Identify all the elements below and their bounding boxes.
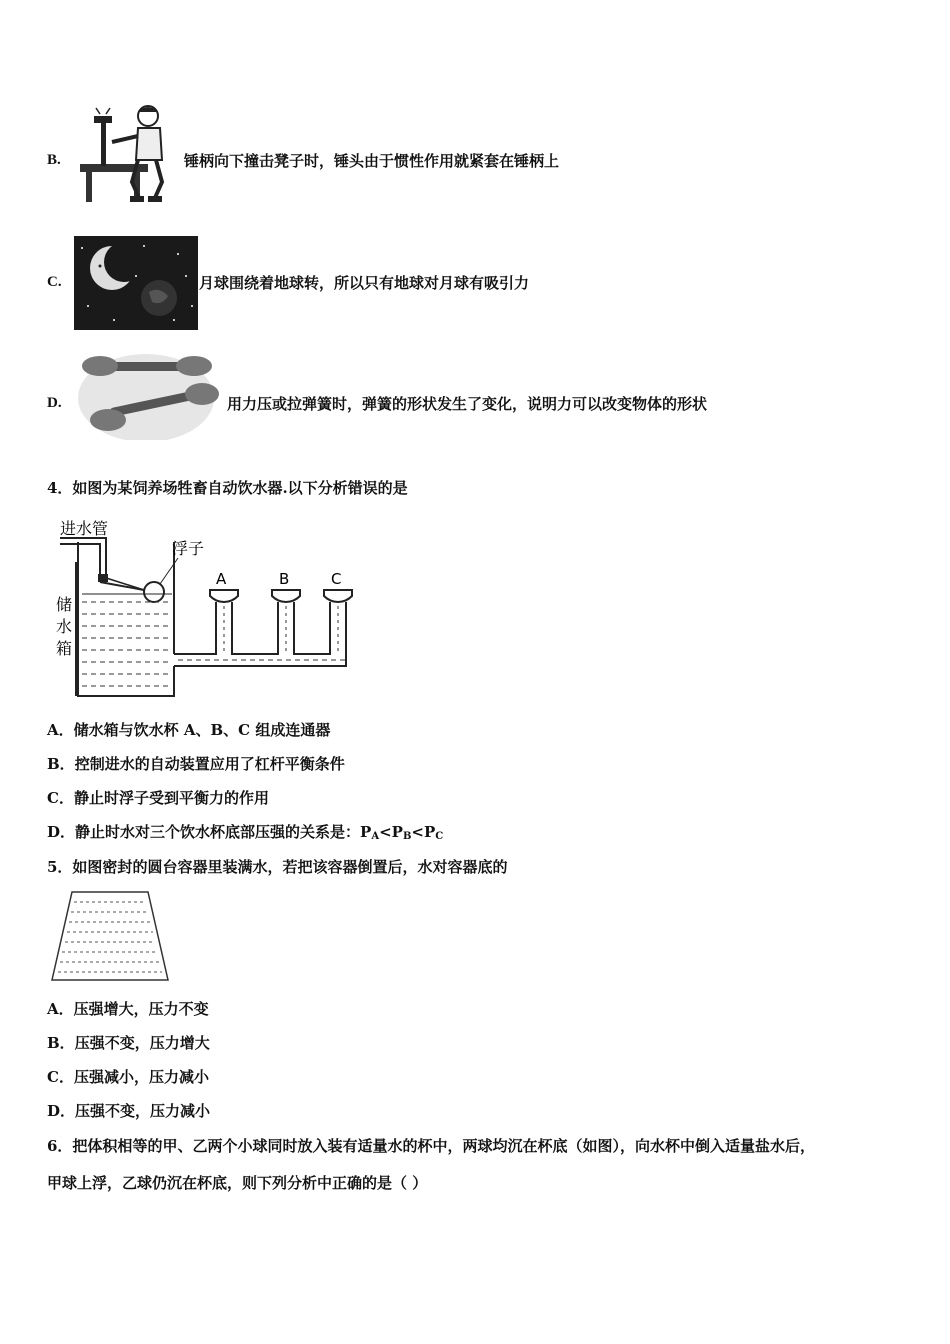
float-label: 浮子 xyxy=(172,539,205,558)
option-letter: D. xyxy=(47,395,62,411)
option-text: 月球围绕着地球转，所以只有地球对月球有吸引力 xyxy=(199,274,530,292)
option-letter: A． xyxy=(47,1000,74,1018)
q3-option-d xyxy=(0,348,950,444)
q4-stem: 4．如图为某饲养场牲畜自动饮水器.以下分析错误的是 xyxy=(47,479,408,497)
q5-option-b xyxy=(47,1033,210,1053)
q5-option-c xyxy=(47,1067,209,1087)
option-letter: B． xyxy=(47,755,75,773)
q6-line-2: 甲球上浮，乙球仍沉在杯底，则下列分析中正确的是（ ） xyxy=(47,1174,428,1192)
option-text: 锤柄向下撞击凳子时，锤头由于惯性作用就紧套在锤柄上 xyxy=(184,152,560,170)
tank-label-1: 储 xyxy=(56,595,73,614)
option-letter: B． xyxy=(47,1034,75,1052)
option-letter: C． xyxy=(47,789,74,807)
q4-option-d xyxy=(47,822,443,847)
hands-spring-photo xyxy=(76,348,224,440)
q5-option-d xyxy=(47,1101,210,1121)
option-text: 静止时水对三个饮水杯底部压强的关系是： xyxy=(75,823,361,841)
option-text: 静止时浮子受到平衡力的作用 xyxy=(73,789,269,807)
option-text: 压强不变，压力减小 xyxy=(75,1102,211,1120)
inlet-pipe-label: 进水管 xyxy=(60,520,109,538)
cup-label-a: A xyxy=(216,570,227,588)
drinking-device-figure xyxy=(48,520,360,702)
q6-line-1: 6．把体积相等的甲、乙两个小球同时放入装有适量水的杯中，两球均沉在杯底（如图），向水杯中倒入适量盐水后， xyxy=(47,1137,815,1155)
q3-option-b xyxy=(0,100,950,210)
option-text: 压强增大，压力不变 xyxy=(73,1000,209,1018)
option-letter: A． xyxy=(47,721,74,739)
option-letter: D． xyxy=(47,1102,76,1120)
option-text: 用力压或拉弹簧时，弹簧的形状发生了变化，说明力可以改变物体的形状 xyxy=(227,395,708,413)
tank-label-2: 水 xyxy=(56,617,73,636)
pressure-formula: $P_A<P_B<P_C$ xyxy=(360,823,444,842)
q5-stem: 5．如图密封的圆台容器里装满水，若把该容器倒置后，水对容器底的 xyxy=(47,858,508,876)
frustum-container-figure xyxy=(48,888,172,984)
moon-earth-photo xyxy=(74,236,198,330)
option-letter: C. xyxy=(47,274,62,290)
option-letter: D． xyxy=(47,823,76,841)
option-text: 压强减小，压力减小 xyxy=(73,1068,209,1086)
option-text: 压强不变，压力增大 xyxy=(74,1034,210,1052)
q4-option-a xyxy=(47,720,330,740)
option-letter: C． xyxy=(47,1068,74,1086)
option-letter: B. xyxy=(47,152,61,168)
q4-option-c xyxy=(47,788,269,808)
option-text: 储水箱与饮水杯 A、B、C 组成连通器 xyxy=(73,721,331,739)
q4-option-b xyxy=(47,754,345,774)
option-text: 控制进水的自动装置应用了杠杆平衡条件 xyxy=(74,755,345,773)
tank-label-3: 箱 xyxy=(56,639,73,658)
cup-label-b: B xyxy=(279,570,290,588)
man-hammer-stool-illustration xyxy=(76,102,184,206)
q3-option-c xyxy=(0,234,950,334)
cup-label-c: C xyxy=(331,570,342,588)
q5-option-a xyxy=(47,999,209,1019)
